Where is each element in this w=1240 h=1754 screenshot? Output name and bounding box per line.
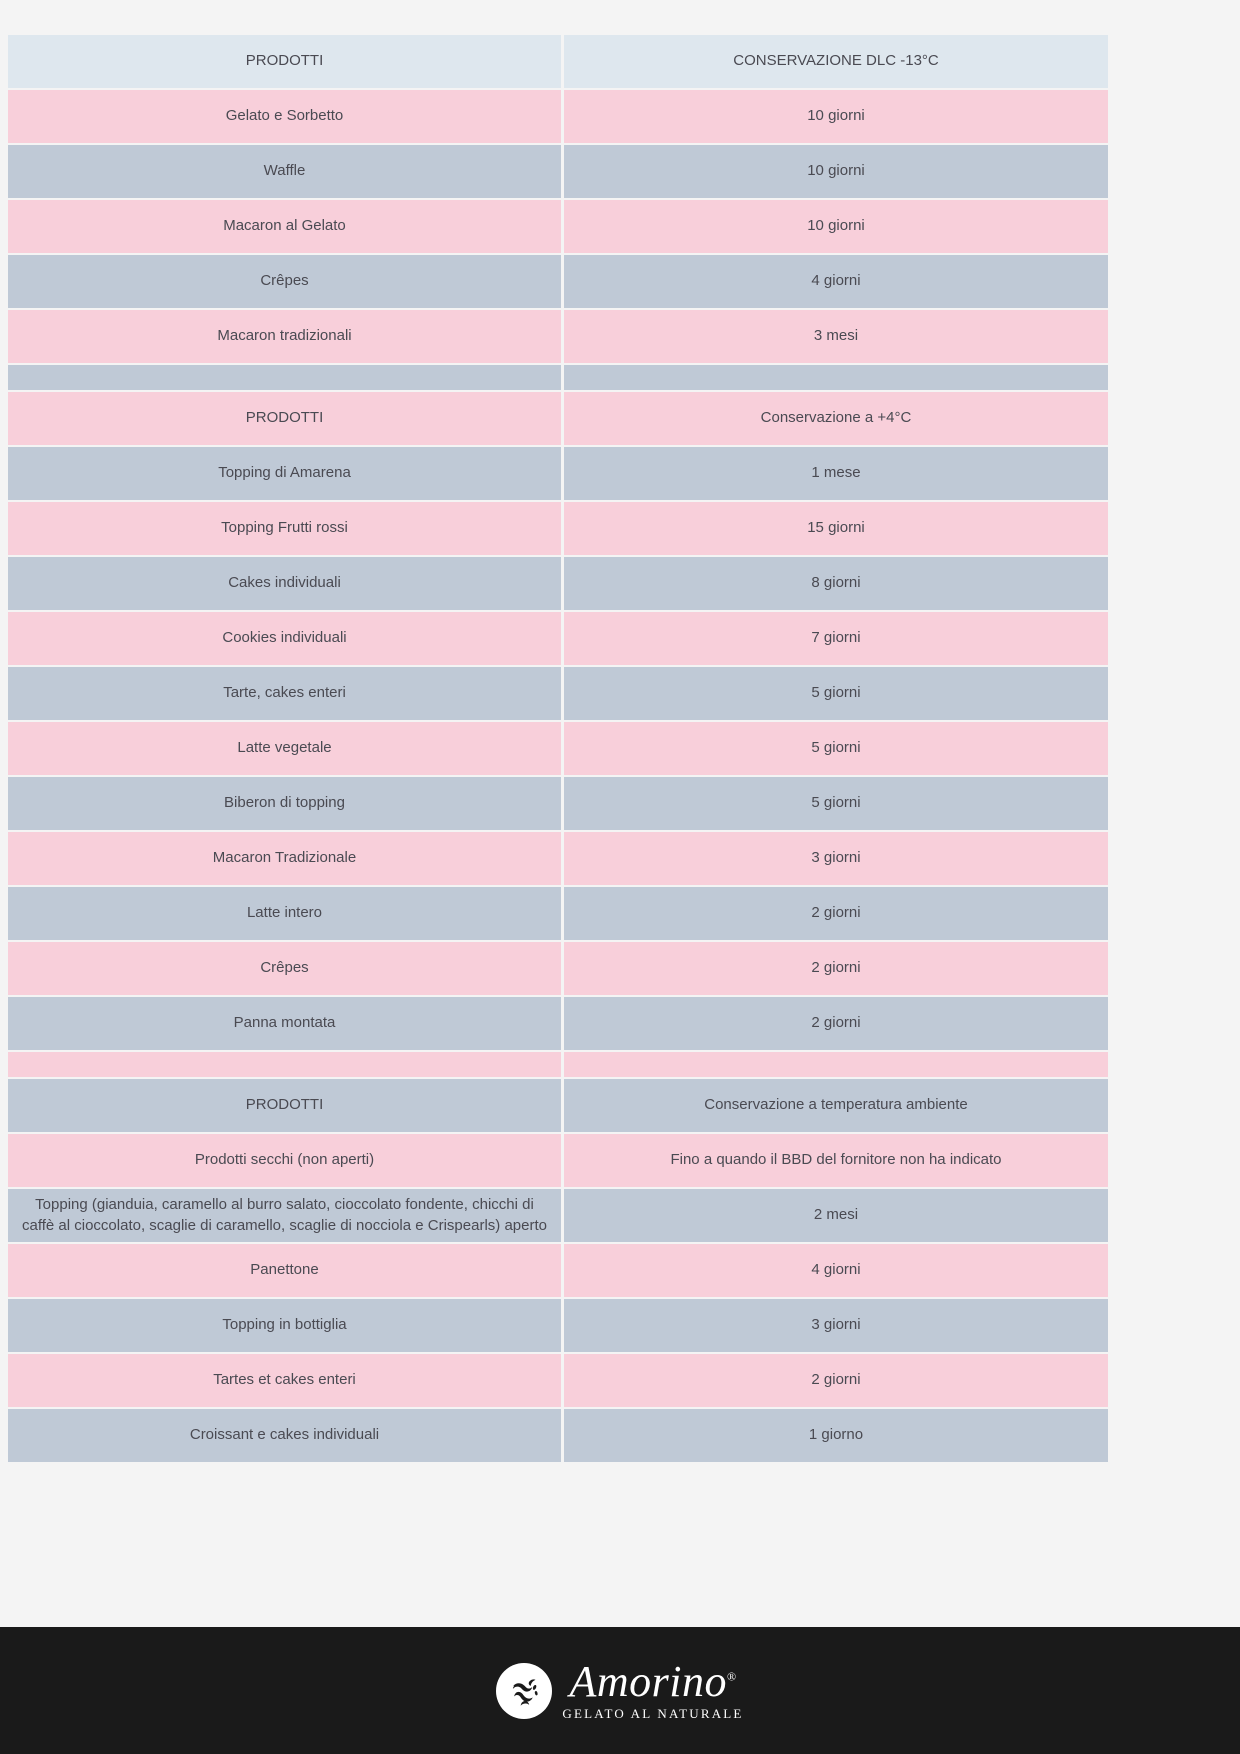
cell-product: Topping in bottiglia: [8, 1299, 564, 1352]
table-row: [8, 90, 1108, 143]
cell-product: Waffle: [8, 145, 564, 198]
cell-storage: 5 giorni: [564, 722, 1108, 775]
table-row: [8, 722, 1108, 775]
cell-storage: 10 giorni: [564, 200, 1108, 253]
section-spacer-row: [8, 1052, 1108, 1077]
table-row: [8, 942, 1108, 995]
column-header-storage: Conservazione a temperatura ambiente: [564, 1079, 1108, 1132]
cell-product: Topping (gianduia, caramello al burro salato, cioccolato fondente, chicchi di caffè al cioccolato, scaglie di caramello, scaglie di nocciola e Crispearls) aperto: [8, 1189, 564, 1242]
spacer-cell: [564, 365, 1108, 390]
cell-product: Cakes individuali: [8, 557, 564, 610]
cell-storage: 2 giorni: [564, 997, 1108, 1050]
column-header-products: PRODOTTI: [8, 1079, 564, 1132]
storage-table-container: [8, 33, 1108, 1464]
cell-storage: 10 giorni: [564, 90, 1108, 143]
brand-name-text: Amorino: [569, 1656, 727, 1706]
cell-product: Macaron al Gelato: [8, 200, 564, 253]
spacer-cell: [8, 365, 564, 390]
table-row: [8, 1134, 1108, 1187]
spacer-cell: [564, 1052, 1108, 1077]
table-row: [8, 447, 1108, 500]
table-row: [8, 310, 1108, 363]
cell-storage: 5 giorni: [564, 777, 1108, 830]
cell-storage: 2 giorni: [564, 887, 1108, 940]
cell-storage: 10 giorni: [564, 145, 1108, 198]
cell-product: Latte vegetale: [8, 722, 564, 775]
cell-storage: 4 giorni: [564, 1244, 1108, 1297]
table-header-row-fridge: [8, 392, 1108, 445]
section-spacer-row: [8, 365, 1108, 390]
column-header-products: PRODOTTI: [8, 392, 564, 445]
table-row: [8, 832, 1108, 885]
cell-product: Panna montata: [8, 997, 564, 1050]
table-row: [8, 887, 1108, 940]
cell-product: Tartes et cakes enteri: [8, 1354, 564, 1407]
table-header-row-freezer: [8, 35, 1108, 88]
cell-storage: Fino a quando il BBD del fornitore non ha indicato: [564, 1134, 1108, 1187]
cell-product: Macaron Tradizionale: [8, 832, 564, 885]
table-row: [8, 667, 1108, 720]
cell-storage: 2 giorni: [564, 942, 1108, 995]
cell-product: Crêpes: [8, 255, 564, 308]
cell-product: Topping di Amarena: [8, 447, 564, 500]
cell-product: Cookies individuali: [8, 612, 564, 665]
amorino-wordmark: [562, 1656, 744, 1722]
column-header-storage: Conservazione a +4°C: [564, 392, 1108, 445]
cell-storage: 8 giorni: [564, 557, 1108, 610]
table-row: [8, 557, 1108, 610]
cell-storage: 1 mese: [564, 447, 1108, 500]
cell-product: Croissant e cakes individuali: [8, 1409, 564, 1462]
cell-product: Tarte, cakes enteri: [8, 667, 564, 720]
storage-table: [8, 33, 1108, 1464]
amorino-logo: [496, 1656, 744, 1722]
table-row: [8, 255, 1108, 308]
spacer-cell: [8, 1052, 564, 1077]
column-header-storage: CONSERVAZIONE DLC -13°C: [564, 35, 1108, 88]
cell-product: Topping Frutti rossi: [8, 502, 564, 555]
table-row: [8, 777, 1108, 830]
table-row: [8, 1409, 1108, 1462]
column-header-products: PRODOTTI: [8, 35, 564, 88]
table-row: [8, 1354, 1108, 1407]
table-row: [8, 1299, 1108, 1352]
table-row: [8, 502, 1108, 555]
cell-product: Biberon di topping: [8, 777, 564, 830]
table-row: [8, 200, 1108, 253]
cell-storage: 5 giorni: [564, 667, 1108, 720]
cell-product: Gelato e Sorbetto: [8, 90, 564, 143]
registered-mark: ®: [726, 1668, 737, 1683]
cell-product: Panettone: [8, 1244, 564, 1297]
table-header-row-ambient: [8, 1079, 1108, 1132]
cell-storage: 15 giorni: [564, 502, 1108, 555]
page-footer: [0, 1627, 1240, 1754]
table-row: [8, 145, 1108, 198]
brand-name: [569, 1656, 737, 1706]
cell-storage: 3 mesi: [564, 310, 1108, 363]
cell-product: Macaron tradizionali: [8, 310, 564, 363]
table-row: [8, 997, 1108, 1050]
cell-storage: 2 mesi: [564, 1189, 1108, 1242]
table-row: [8, 1189, 1108, 1242]
cell-storage: 3 giorni: [564, 1299, 1108, 1352]
cell-product: Crêpes: [8, 942, 564, 995]
storage-table-body: [8, 35, 1108, 1462]
cell-storage: 7 giorni: [564, 612, 1108, 665]
amorino-cupid-logo-icon: [496, 1663, 552, 1719]
cell-product: Prodotti secchi (non aperti): [8, 1134, 564, 1187]
cell-product: Latte intero: [8, 887, 564, 940]
table-row: [8, 612, 1108, 665]
cell-storage: 1 giorno: [564, 1409, 1108, 1462]
cell-storage: 3 giorni: [564, 832, 1108, 885]
brand-tagline: GELATO AL NATURALE: [562, 1705, 744, 1721]
cell-storage: 2 giorni: [564, 1354, 1108, 1407]
table-row: [8, 1244, 1108, 1297]
cell-storage: 4 giorni: [564, 255, 1108, 308]
